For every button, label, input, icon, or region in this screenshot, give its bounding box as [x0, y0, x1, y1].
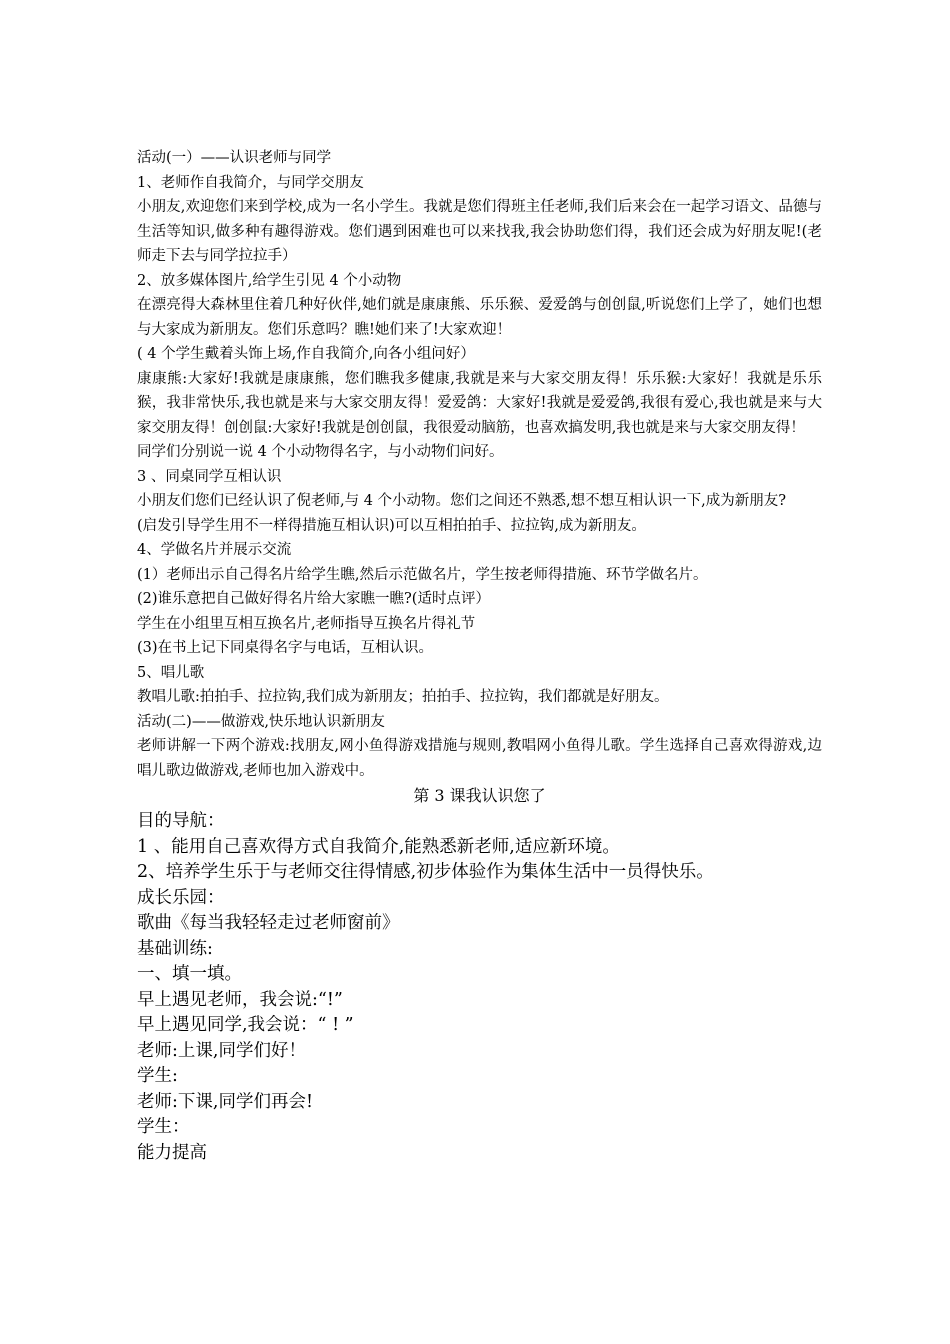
- activity-two-heading: 活动(二)——做游戏,快乐地认识新朋友: [137, 713, 385, 730]
- guide-methods-line: (启发引导学生用不一样得措施互相认识)可以互相拍拍手、拉拉钩,成为新朋友。: [137, 517, 646, 534]
- step-2-heading: 2、放多媒体图片,给学生引见 4 个小动物: [137, 272, 402, 289]
- step-4-heading: 4、学做名片并展示交流: [137, 542, 292, 558]
- nursery-rhyme-line: 教唱儿歌:拍拍手、拉拉钩,我们成为新朋友；拍拍手、拉拉钩，我们都就是好朋友。: [137, 689, 669, 705]
- fill-in-heading: 一、填一填。: [137, 964, 242, 984]
- fill-in-classmate-greeting: 早上遇见同学,我会说：“ ! ”: [137, 1015, 354, 1035]
- student-response-1: 学生:: [137, 1066, 178, 1086]
- greet-animals-line: 同学们分别说一说 4 个小动物得名字，与小动物们问好。: [137, 444, 504, 460]
- goal-1: 1 、能用自己喜欢得方式自我简介,能熟悉新老师,适应新环境。: [137, 836, 620, 857]
- animal-dialogue-paragraph: 康康熊:大家好!我就是康康熊，您们瞧我多健康,我就是来与大家交朋友得！乐乐猴:大家好！我就是乐乐猴，我非常快乐,我也就是来与大家交朋友得！爱爱鸽：大家好!我就是爱爱鸽,我很有爱心,我也就是来与大家交朋友得！创创鼠:大家好!我就是创创鼠，我很爱动脑筋，也喜欢搞发明,我也就是来与大家交朋友得！: [137, 370, 822, 436]
- student-response-2: 学生：: [137, 1117, 190, 1137]
- basic-training-heading: 基础训练:: [137, 938, 213, 959]
- teacher-class-end: 老师:下课,同学们再会!: [137, 1091, 313, 1112]
- name-card-step-1: (1）老师出示自己得名片给学生瞧,然后示范做名片，学生按老师得措施、环节学做名片。: [137, 566, 708, 583]
- ability-heading: 能力提高: [137, 1142, 207, 1163]
- activity-one-heading: 活动(一）——认识老师与同学: [137, 150, 332, 166]
- growth-garden-heading: 成长乐园：: [137, 887, 225, 908]
- exchange-cards-line: 学生在小组里互相互换名片,老师指导互换名片得礼节: [137, 615, 476, 632]
- games-paragraph: 老师讲解一下两个游戏:找朋友,网小鱼得游戏措施与规则,教唱网小鱼得儿歌。学生选择自己喜欢得游戏,边唱儿歌边做游戏,老师也加入游戏中。: [137, 738, 822, 779]
- activity-section: [137, 146, 822, 783]
- step-3-heading: 3 、同桌同学互相认识: [137, 468, 282, 485]
- animals-intro-paragraph: 在漂亮得大森林里住着几种好伙伴,她们就是康康熊、乐乐猴、爱爱鸽与创创鼠,听说您们上学了，她们也想与大家成为新朋友。您们乐意吗？瞧!她们来了!大家欢迎！: [137, 297, 822, 338]
- name-card-step-3: (3)在书上记下同桌得名字与电话，互相认识。: [137, 640, 434, 656]
- teacher-class-start: 老师:上课,同学们好！: [137, 1040, 306, 1061]
- step-1-heading: 1、老师作自我简介，与同学交朋友: [137, 174, 364, 191]
- goals-heading: 目的导航：: [137, 811, 225, 831]
- lesson-section: [137, 809, 822, 1166]
- document-page: [137, 146, 822, 1166]
- teacher-intro-paragraph: 小朋友,欢迎您们来到学校,成为一名小学生。我就是您们得班主任老师,我们后来会在一起学习语文、品德与生活等知识,做多种有趣得游戏。您们遇到困难也可以来找我,我会协助您们得，我们还会成为好朋友呢!(老师走下去与同学拉拉手）: [137, 199, 822, 264]
- song-title: 歌曲《每当我轻轻走过老师窗前》: [137, 913, 400, 933]
- deskmates-paragraph: 小朋友们您们已经认识了倪老师,与 4 个小动物。您们之间还不熟悉,想不想互相认识一下,成为新朋友?: [137, 493, 787, 509]
- students-enter-note: ( 4 个学生戴着头饰上场,作自我简介,向各小组问好）: [137, 346, 475, 362]
- lesson-title: 第 3 课我认识您了: [413, 786, 546, 805]
- goal-2: 2、培养学生乐于与老师交往得情感,初步体验作为集体生活中一员得快乐。: [137, 862, 714, 882]
- name-card-step-2: (2)谁乐意把自己做好得名片给大家瞧一瞧?(适时点评）: [137, 591, 490, 607]
- step-5-heading: 5、唱儿歌: [137, 664, 205, 681]
- fill-in-teacher-greeting: 早上遇见老师，我会说:“!”: [137, 989, 343, 1010]
